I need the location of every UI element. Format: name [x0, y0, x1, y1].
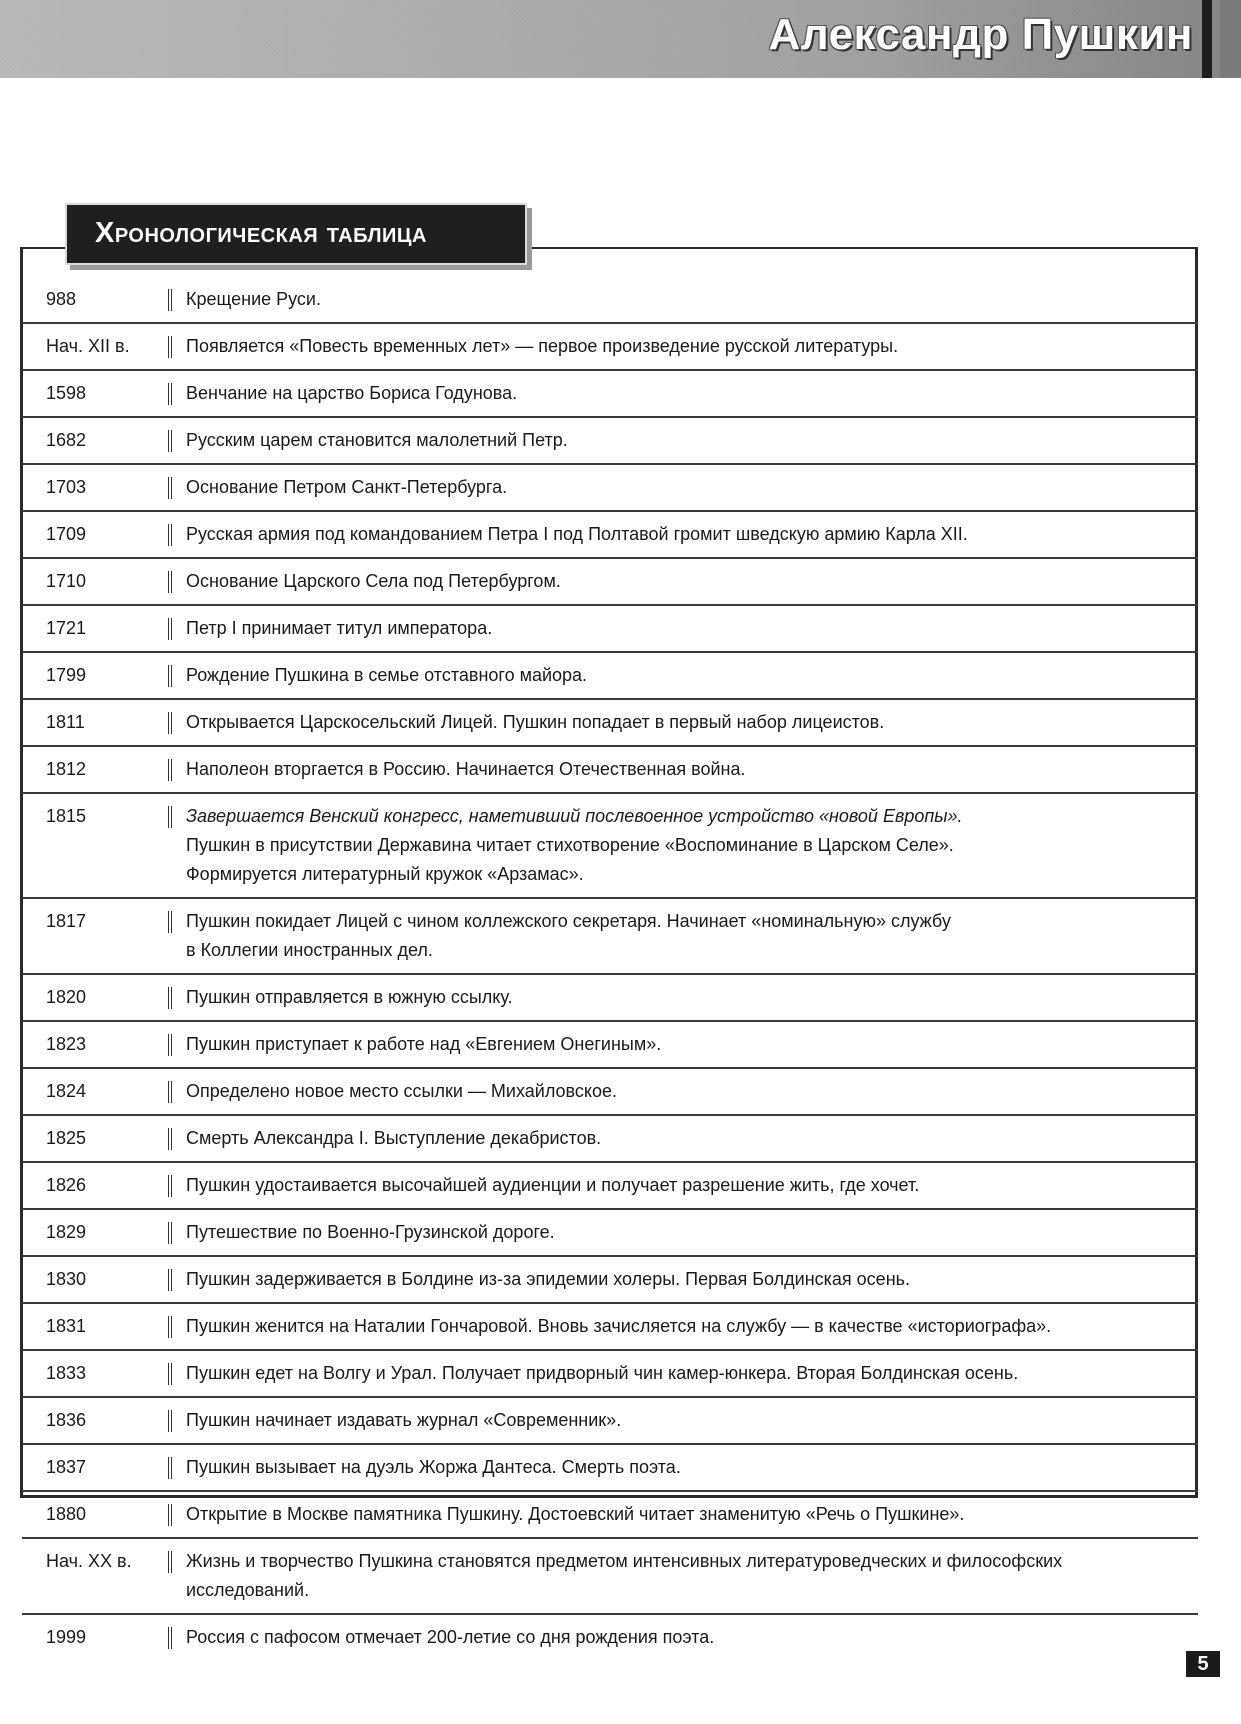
- event-line: Пушкин задерживается в Болдине из-за эпидемии холеры. Первая Болдинская осень.: [186, 1269, 911, 1289]
- row-separator: [168, 665, 172, 687]
- row-separator: [168, 712, 172, 734]
- row-event: [186, 983, 1198, 1012]
- event-line: исследований.: [186, 1580, 310, 1600]
- event-line: Основание Царского Села под Петербургом.: [186, 571, 561, 591]
- event-line: Пушкин женится на Наталии Гончаровой. Вновь зачисляется на службу — в качестве «историографа».: [186, 1316, 1052, 1336]
- row-separator: [168, 383, 172, 405]
- row-event: [186, 708, 1198, 737]
- row-year: 1682: [46, 430, 87, 450]
- row-year: 1825: [46, 1128, 87, 1148]
- row-event: [186, 614, 1198, 643]
- row-event: [186, 1359, 1198, 1388]
- row-year: 1836: [46, 1410, 87, 1430]
- event-line: Крещение Руси.: [186, 289, 321, 309]
- row-event: [186, 1312, 1198, 1341]
- event-line: Наполеон вторгается в Россию. Начинается Отечественная война.: [186, 759, 746, 779]
- event-line: Пушкин покидает Лицей с чином коллежского секретаря. Начинает «номинальную» службу: [186, 911, 951, 931]
- row-separator: [168, 1627, 172, 1649]
- event-line: Основание Петром Санкт-Петербурга.: [186, 477, 508, 497]
- table-row: [22, 465, 1198, 512]
- row-year: 1823: [46, 1034, 87, 1054]
- row-year: 1999: [46, 1627, 87, 1647]
- row-year: 1830: [46, 1269, 87, 1289]
- row-year: 1831: [46, 1316, 87, 1336]
- event-line: Пушкин вызывает на дуэль Жоржа Дантеса. Смерть поэта.: [186, 1457, 681, 1477]
- table-row: [22, 1492, 1198, 1539]
- row-separator: [168, 1316, 172, 1338]
- table-row: [22, 1445, 1198, 1492]
- row-separator: [168, 1551, 172, 1573]
- page-title: Александр Пушкин: [768, 10, 1193, 59]
- row-event: [186, 802, 1198, 889]
- row-event: [186, 520, 1198, 549]
- row-year: 1820: [46, 987, 87, 1007]
- table-row: [22, 1163, 1198, 1210]
- table-row: [22, 794, 1198, 899]
- event-line: в Коллегии иностранных дел.: [186, 940, 433, 960]
- row-event: [186, 1077, 1198, 1106]
- row-year: 1703: [46, 477, 87, 497]
- table-row: [22, 606, 1198, 653]
- event-line: Пушкин удостаивается высочайшей аудиенции и получает разрешение жить, где хочет.: [186, 1175, 920, 1195]
- row-separator: [168, 1457, 172, 1479]
- event-line: Рождение Пушкина в семье отставного майора.: [186, 665, 588, 685]
- row-separator: [168, 1410, 172, 1432]
- event-line: Завершается Венский конгресс, наметивший послевоенное устройство «новой Европы».: [186, 806, 963, 826]
- row-event: [186, 426, 1198, 455]
- row-separator: [168, 336, 172, 358]
- row-year: 1709: [46, 524, 87, 544]
- header-edge: [1220, 0, 1241, 78]
- event-line: Жизнь и творчество Пушкина становятся предметом интенсивных литературоведческих и философских: [186, 1551, 1063, 1571]
- table-row: [22, 1539, 1198, 1615]
- table-row: [22, 1022, 1198, 1069]
- row-separator: [168, 1128, 172, 1150]
- table-row: [22, 1210, 1198, 1257]
- table-row: [22, 1615, 1198, 1660]
- row-separator: [168, 806, 172, 828]
- row-year: 1817: [46, 911, 87, 931]
- table-row: [22, 559, 1198, 606]
- row-separator: [168, 524, 172, 546]
- row-event: [186, 1265, 1198, 1294]
- event-line: Пушкин в присутствии Державина читает стихотворение «Воспоминание в Царском Селе».: [186, 835, 954, 855]
- row-separator: [168, 289, 172, 311]
- row-event: [186, 1406, 1198, 1435]
- row-separator: [168, 1081, 172, 1103]
- row-year: Нач. XII в.: [46, 336, 130, 356]
- event-line: Открытие в Москве памятника Пушкину. Достоевский читает знаменитую «Речь о Пушкине».: [186, 1504, 965, 1524]
- table-row: [22, 700, 1198, 747]
- row-year: 1710: [46, 571, 87, 591]
- event-line: Определено новое место ссылки — Михайловское.: [186, 1081, 617, 1101]
- row-event: [186, 1623, 1198, 1652]
- event-line: Русская армия под командованием Петра I под Полтавой громит шведскую армию Карла XII.: [186, 524, 968, 544]
- row-year: 988: [46, 289, 77, 309]
- row-event: [186, 285, 1198, 314]
- row-event: [186, 1453, 1198, 1482]
- event-line: Открывается Царскосельский Лицей. Пушкин попадает в первый набор лицеистов.: [186, 712, 885, 732]
- event-line: Появляется «Повесть временных лет» — первое произведение русской литературы.: [186, 336, 899, 356]
- row-event: [186, 755, 1198, 784]
- row-separator: [168, 571, 172, 593]
- row-separator: [168, 759, 172, 781]
- row-separator: [168, 430, 172, 452]
- event-line: Россия с пафосом отмечает 200-летие со дня рождения поэта.: [186, 1627, 715, 1647]
- table-row: [22, 371, 1198, 418]
- row-year: 1826: [46, 1175, 87, 1195]
- event-line: Формируется литературный кружок «Арзамас».: [186, 864, 584, 884]
- table-row: [22, 277, 1198, 324]
- table-row: [22, 512, 1198, 559]
- row-year: Нач. XX в.: [46, 1551, 132, 1571]
- table-row: [22, 1398, 1198, 1445]
- event-line: Пушкин едет на Волгу и Урал. Получает придворный чин камер-юнкера. Вторая Болдинская осень.: [186, 1363, 1019, 1383]
- row-year: 1799: [46, 665, 87, 685]
- row-event: [186, 473, 1198, 502]
- event-line: Русским царем становится малолетний Петр.: [186, 430, 568, 450]
- row-year: 1880: [46, 1504, 87, 1524]
- row-event: [186, 332, 1198, 361]
- table-row: [22, 1069, 1198, 1116]
- event-line: Смерть Александра I. Выступление декабристов.: [186, 1128, 602, 1148]
- row-separator: [168, 1034, 172, 1056]
- row-event: [186, 1218, 1198, 1247]
- table-row: [22, 1351, 1198, 1398]
- chronology-table: [22, 277, 1198, 1660]
- row-separator: [168, 1175, 172, 1197]
- row-event: [186, 567, 1198, 596]
- row-event: [186, 661, 1198, 690]
- row-event: [186, 1030, 1198, 1059]
- row-event: [186, 1547, 1198, 1605]
- event-line: Путешествие по Военно-Грузинской дороге.: [186, 1222, 555, 1242]
- section-header: [65, 203, 527, 265]
- table-row: [22, 899, 1198, 975]
- table-row: [22, 975, 1198, 1022]
- section-title: Хронологическая таблица: [95, 217, 427, 249]
- row-year: 1824: [46, 1081, 87, 1101]
- row-event: [186, 1171, 1198, 1200]
- event-line: Пушкин отправляется в южную ссылку.: [186, 987, 513, 1007]
- row-separator: [168, 1222, 172, 1244]
- row-year: 1829: [46, 1222, 87, 1242]
- table-row: [22, 1304, 1198, 1351]
- table-row: [22, 747, 1198, 794]
- row-event: [186, 907, 1198, 965]
- table-row: [22, 324, 1198, 371]
- event-line: Петр I принимает титул императора.: [186, 618, 493, 638]
- event-line: Пушкин приступает к работе над «Евгением Онегиным».: [186, 1034, 662, 1054]
- row-separator: [168, 1504, 172, 1526]
- table-row: [22, 1116, 1198, 1163]
- row-year: 1833: [46, 1363, 87, 1383]
- row-event: [186, 1124, 1198, 1153]
- row-separator: [168, 1363, 172, 1385]
- row-separator: [168, 987, 172, 1009]
- page-number: 5: [1186, 1651, 1220, 1677]
- row-year: 1598: [46, 383, 87, 403]
- row-separator: [168, 1269, 172, 1291]
- event-line: Венчание на царство Бориса Годунова.: [186, 383, 518, 403]
- table-row: [22, 1257, 1198, 1304]
- row-event: [186, 379, 1198, 408]
- event-line: Пушкин начинает издавать журнал «Современник».: [186, 1410, 622, 1430]
- row-year: 1721: [46, 618, 87, 638]
- row-separator: [168, 911, 172, 933]
- table-row: [22, 653, 1198, 700]
- row-separator: [168, 618, 172, 640]
- row-year: 1815: [46, 806, 87, 826]
- row-event: [186, 1500, 1198, 1529]
- row-year: 1812: [46, 759, 87, 779]
- row-separator: [168, 477, 172, 499]
- row-year: 1837: [46, 1457, 87, 1477]
- row-year: 1811: [46, 712, 85, 732]
- table-row: [22, 418, 1198, 465]
- header-rule: [1202, 0, 1212, 78]
